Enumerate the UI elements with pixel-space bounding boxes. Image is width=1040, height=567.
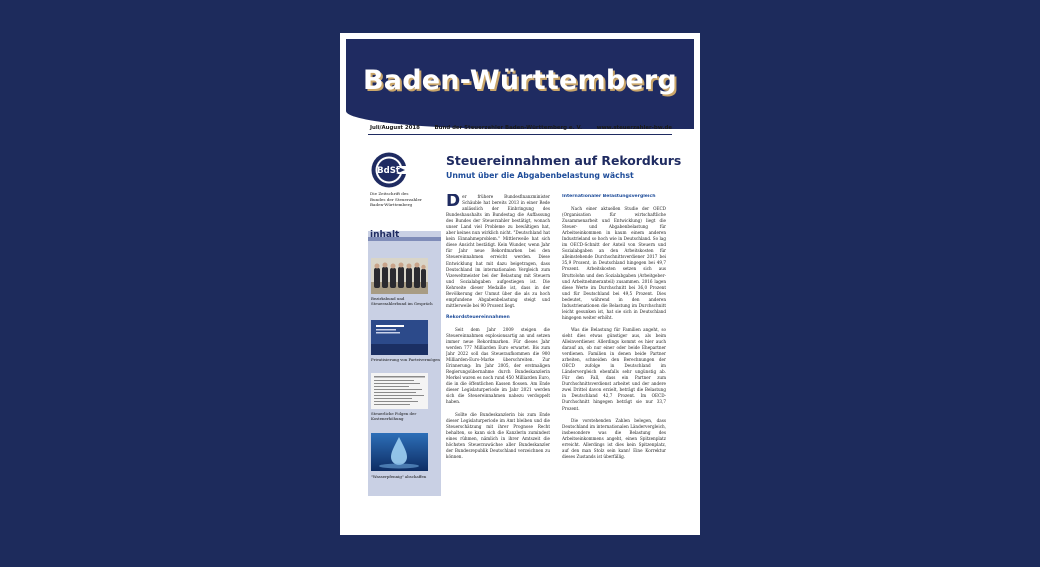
bdst-logo-icon	[370, 151, 408, 189]
article-subheadline: Unmut über die Abgabenbelastung wächst	[446, 171, 634, 180]
issue-date: Juli/August 2018	[370, 125, 420, 131]
contents-item-caption: Steuerliche Folgen der Kostenerhöhung	[371, 411, 417, 422]
group-photo-thumbnail[interactable]	[371, 258, 428, 294]
contents-item-caption: "Wasserpfennig" abschaffen	[371, 474, 427, 479]
section-heading: Internationaler Belastungsvergleich	[562, 194, 656, 199]
paragraph: Was die Belastung für Familien angeht, so sieht dies etwas günstiger aus, als beim Alleinverdiener. Allerdings kommt es hier auch darauf an, ob nur einer oder beide Ehepartner verdienen. Familien in denen beide Partner arbeiten, schneiden den Berechnungen der OECD zufolge in Deutschland im Ländervergleich ebenfalls sehr ungünstig ab. Für den Fall, dass ein Partner zum Durchschnittsverdienst arbeitet und der andere zwei Drittel davon erzielt, beträgt die Belastung in Deutschland 42,7 Prozent. Im OECD-Durchschnitt hingegen beträgt sie nur 33,7 Prozent.	[562, 326, 666, 411]
contents-heading: inhalt	[368, 231, 441, 241]
drop-cap: D	[446, 194, 461, 211]
document-table-thumbnail[interactable]	[371, 373, 428, 409]
issue-info-bar	[370, 125, 672, 131]
contents-sidebar	[368, 231, 441, 496]
masthead-banner	[346, 39, 694, 129]
article-headline: Steuereinnahmen auf Rekordkurs	[446, 153, 682, 168]
tagline-line: Bundes der Steuerzahler	[370, 196, 422, 202]
water-drop-thumbnail[interactable]	[371, 433, 428, 471]
paragraph: Seit dem Jahr 2009 steigen die Steuereinnahmen explosionsartig an und setzen immer neue Rekordmarken. Für dieses Jahr werden 777 Milliarden Euro erwartet. Bis zum Jahr 2022 soll das Steueraufkommen die 900 Milliarden-Euro-Marke überschreiten. Zur Erinnerung: Im Jahr 2005, der erstmaligen Regierungsübernahme durch Bundeskanzlerin Merkel waren es noch rund 450 Milliarden Euro, die in die öffentlichen Kassen flossen. Am Ende dieser Legislaturperiode im Jahr 2021 werden sich die Steuereinnahmen nahezu verdoppelt haben.	[446, 326, 550, 405]
section-heading: Rekordsteuereinnahmen	[446, 314, 510, 320]
header-divider	[368, 134, 672, 135]
report-cover-thumbnail[interactable]	[371, 320, 428, 355]
magazine-tagline	[370, 191, 442, 208]
contents-item-caption: Privatisierung von Parteivermögen	[371, 357, 440, 362]
paragraph: er frühere Bundesfinanzminister Schäuble hat bereits 2013 in einer Rede anlässlich der Einbringung des Bundeshaushalts im Bundestag die Auffassung des Bundes der Steuerzahler bestätigt, wonach unser Land viel Probleme zu bewältigen hat, aber keines nun wirklich nicht. "Deutschland hat kein Einnahmeproblem." Mittlerweile hat sich diese Ansicht bestätigt. Kein Wunder, wenn Jahr für Jahr neue Rekordmarken bei den Steuereinnahmen erreicht werden. Diese Entwicklung hat mit dazu beigetragen, dass Deutschland im internationalen Vergleich zum Vizeweltmeister bei der Belastung mit Steuern und Sozialabgaben aufgestiegen ist. Die Kehrseite dieser Medaille ist, dass in der Bevölkerung der Unmut über die als zu hoch empfundene Abgabenbelastung steigt und mittlerweile bei 90 Prozent liegt.	[446, 194, 550, 308]
contents-item-caption: Bezirksbund und Steuerzahlerbund im Gespräch	[371, 296, 433, 307]
article-column-2	[562, 194, 666, 499]
tagline-line: Baden-Württemberg	[370, 202, 413, 208]
publisher-name: Bund der Steuerzahler Baden-Württemberg e. V.	[434, 125, 583, 131]
paragraph: Sollte die Bundeskanzlerin bis zum Ende dieser Legislaturperiode im Amt bleiben und die Steuerschätzung mit ihrer Prognose Recht behalten, so kann sich die Kanzlerin zumindest eines rühmen, nämlich in ihrer Amtszeit die höchsten Steuerzuwächse aller Bundeskanzler der Bundesrepublik Deutschland verzeichnen zu können.	[446, 411, 550, 459]
tagline-line: Die Zeitschrift des	[370, 191, 409, 196]
masthead-title: Baden-Württemberg	[363, 65, 677, 96]
logo-text: BdSt	[377, 166, 400, 176]
paragraph: Nach einer aktuellen Studie der OECD (Organisation für wirtschaftliche Zusammenarbeit und Entwicklung) liegt die Steuer- und Abgabenbelastung für Arbeitseinkommen in kaum einem anderen Industrieland so hoch wie in Deutschland. So lag im OECD-Schnitt der Anteil von Steuern und Sozialabgaben an den Arbeitskosten für alleinstehende Durchschnittsverdiener 2017 bei 35,9 Prozent, in Deutschland hingegen bei 49,7 Prozent. Arbeitskosten setzen sich aus Bruttolohn und den Sozialabgaben (Arbeitgeber- und Arbeitnehmeranteil) zusammen. 2016 lagen diese Werte im Durchschnitt bei 36,0 Prozent und für Deutschland bei 49,5 Prozent. Dies bedeutet, während in den anderen Industrienationen die Belastung im Durchschnitt leicht gesunken ist, hat sie sich in Deutschland hingegen weiter erhöht.	[562, 206, 666, 320]
website-link: www.steuerzahler-bw.de	[596, 125, 672, 131]
paragraph: Die vorstehenden Zahlen belegen, dass Deutschland im internationalen Ländervergleich, insbesondere was die Belastung des Arbeitseinkommens angeht, einen Spitzenplatz erreicht. Allerdings ist dies kein Spitzenplatz, auf den man Stolz sein kann! Eine Korrektur dieses Zustands ist überfällig.	[562, 417, 666, 459]
magazine-cover-page	[340, 33, 700, 535]
article-column-1	[446, 194, 550, 499]
